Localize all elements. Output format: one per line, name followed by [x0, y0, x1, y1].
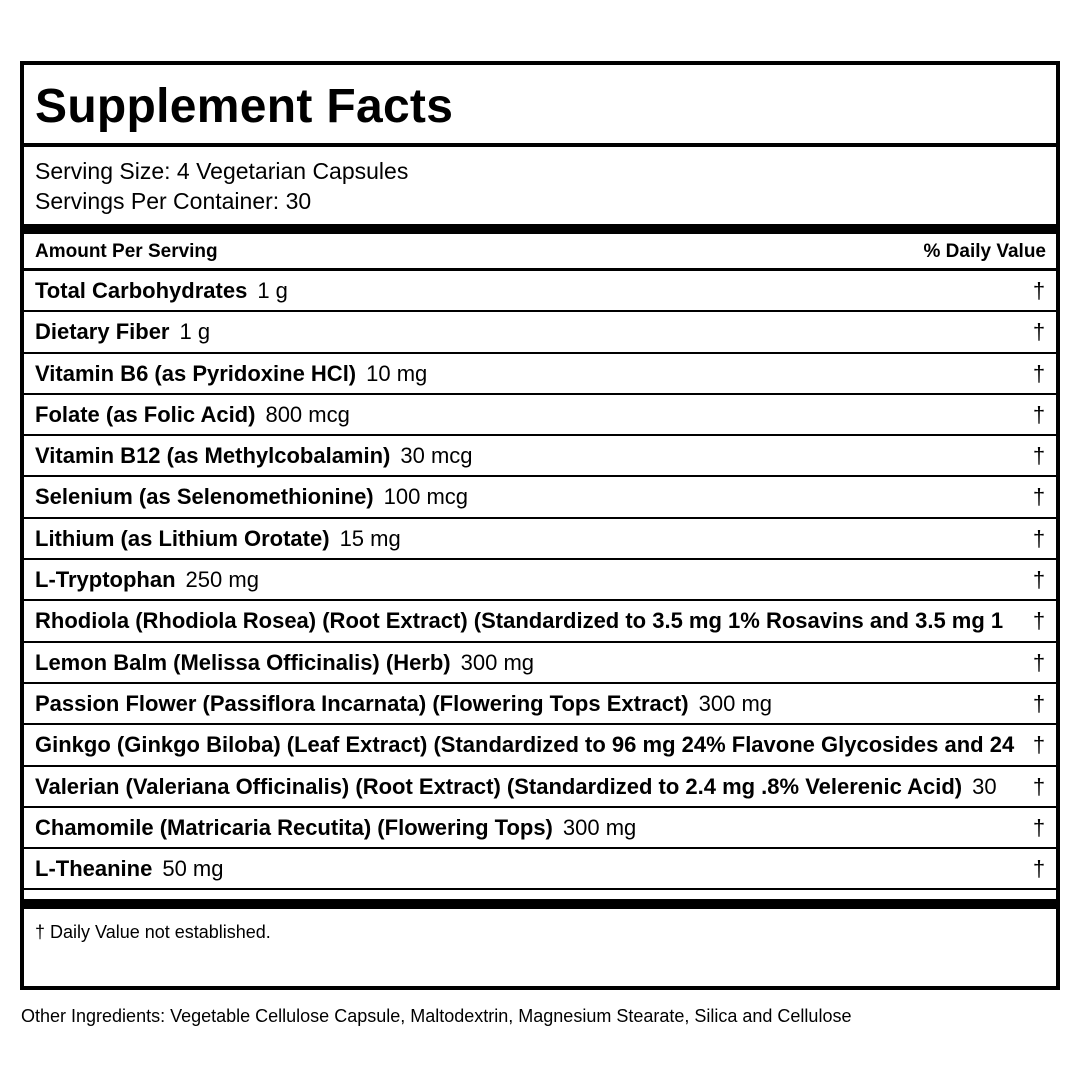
- nutrient-name-text: Selenium (as Selenomethionine): [35, 484, 374, 510]
- daily-value-header: % Daily Value: [923, 241, 1046, 262]
- nutrient-name: [35, 608, 1003, 634]
- nutrient-name-text: Total Carbohydrates: [35, 278, 248, 303]
- title-divider: [24, 143, 1056, 147]
- other-ingredients: Other Ingredients: Vegetable Cellulose Capsule, Maltodextrin, Magnesium Stearate, Silica and Cellulose: [21, 1006, 852, 1026]
- nutrient-name: [35, 567, 259, 593]
- dagger-symbol: †: [1032, 856, 1046, 882]
- dagger-symbol: †: [1032, 484, 1046, 510]
- nutrient-amount: 300 mg: [562, 814, 637, 840]
- nutrient-name: [35, 319, 210, 345]
- nutrient-name-text: Vitamin B12 (as Methylcobalamin): [35, 443, 391, 469]
- nutrient-amount: 10 mg: [366, 360, 428, 386]
- nutrient-name-text: Lemon Balm (Melissa Officinalis) (Herb): [35, 649, 451, 675]
- dagger-symbol: †: [1032, 649, 1046, 675]
- nutrient-amount: 30 mcg: [400, 443, 473, 469]
- nutrient-name: [35, 732, 1014, 758]
- bottom-thick-divider: [24, 899, 1056, 909]
- nutrient-name: [35, 650, 534, 676]
- nutrient-name: [35, 361, 427, 387]
- serving-size: Serving Size: 4 Vegetarian Capsules: [35, 158, 409, 184]
- nutrient-row: [24, 849, 1056, 890]
- nutrient-name-text: Dietary Fiber: [35, 319, 170, 345]
- dagger-symbol: †: [1032, 608, 1046, 634]
- dagger-symbol: †: [1032, 567, 1046, 593]
- daily-value-footnote: † Daily Value not established.: [35, 922, 271, 942]
- nutrient-row: [24, 767, 1056, 808]
- dagger-symbol: †: [1032, 525, 1046, 551]
- nutrient-row: [24, 808, 1056, 849]
- dagger-symbol: †: [1032, 360, 1046, 386]
- dagger-symbol: †: [1032, 401, 1046, 427]
- nutrient-name: [35, 815, 636, 841]
- nutrient-row: [24, 477, 1056, 518]
- nutrient-row: [24, 725, 1056, 766]
- nutrient-row: [24, 354, 1056, 395]
- nutrient-name-text: Ginkgo (Ginkgo Biloba) (Leaf Extract) (Standardized to 96 mg 24% Flavone Glycosides and 24: [35, 732, 1015, 758]
- nutrient-amount: 1 g: [179, 319, 211, 345]
- nutrient-row: [24, 395, 1056, 436]
- nutrient-name: [35, 402, 350, 428]
- dagger-symbol: †: [1032, 732, 1046, 758]
- nutrient-name: [35, 484, 468, 510]
- dagger-symbol: †: [1032, 814, 1046, 840]
- nutrient-name-text: Valerian (Valeriana Officinalis) (Root Extract) (Standardized to 2.4 mg .8% Velerenic Acid): [35, 773, 963, 799]
- nutrient-amount: 15 mg: [339, 525, 401, 551]
- nutrient-amount: 1 g: [257, 278, 288, 303]
- nutrient-row: [24, 519, 1056, 560]
- nutrient-name-text: Lithium (as Lithium Orotate): [35, 525, 330, 551]
- nutrient-name-text: Folate (as Folic Acid): [35, 401, 256, 427]
- nutrient-amount: 800 mcg: [265, 401, 350, 427]
- amount-per-serving-header: Amount Per Serving: [35, 241, 218, 262]
- dagger-symbol: †: [1032, 319, 1046, 345]
- dagger-symbol: †: [1032, 690, 1046, 716]
- nutrient-amount: 300 mg: [698, 690, 773, 716]
- nutrient-row: [24, 560, 1056, 601]
- nutrient-name: [35, 774, 997, 800]
- nutrient-rows: [24, 271, 1064, 891]
- nutrient-row: [24, 601, 1056, 642]
- serving-thick-divider: [24, 224, 1056, 234]
- nutrient-name-text: L-Theanine: [35, 856, 153, 882]
- nutrient-amount: 300 mg: [460, 649, 535, 675]
- dagger-symbol: †: [1032, 443, 1046, 469]
- nutrient-amount: 30: [972, 773, 997, 799]
- nutrient-name: [35, 443, 473, 469]
- nutrient-name-text: Vitamin B6 (as Pyridoxine HCl): [35, 360, 357, 386]
- nutrient-row: [24, 312, 1056, 353]
- nutrient-amount: 100 mcg: [383, 484, 469, 510]
- nutrient-amount: 250 mg: [185, 567, 259, 593]
- dagger-symbol: †: [1032, 278, 1046, 303]
- nutrient-name: [35, 278, 288, 304]
- servings-per-container: Servings Per Container: 30: [35, 188, 312, 214]
- nutrient-row: [24, 684, 1056, 725]
- nutrient-name: [35, 526, 401, 552]
- nutrient-name-text: Rhodiola (Rhodiola Rosea) (Root Extract) (Standardized to 3.5 mg 1% Rosavins and 3.5 mg 1: [35, 608, 1004, 634]
- nutrient-row: [24, 436, 1056, 477]
- nutrient-amount: 50 mg: [162, 856, 224, 882]
- nutrient-name: [35, 856, 224, 882]
- nutrient-row: [24, 271, 1056, 312]
- nutrient-name-text: Passion Flower (Passiflora Incarnata) (Flowering Tops Extract): [35, 690, 689, 716]
- supplement-facts-panel: [20, 61, 1060, 990]
- panel-title: Supplement Facts: [35, 80, 454, 133]
- nutrient-name: [35, 691, 772, 717]
- nutrient-row: [24, 643, 1056, 684]
- dagger-symbol: †: [1032, 773, 1046, 799]
- nutrient-name-text: Chamomile (Matricaria Recutita) (Flowering Tops): [35, 814, 553, 840]
- nutrient-name-text: L-Tryptophan: [35, 567, 176, 593]
